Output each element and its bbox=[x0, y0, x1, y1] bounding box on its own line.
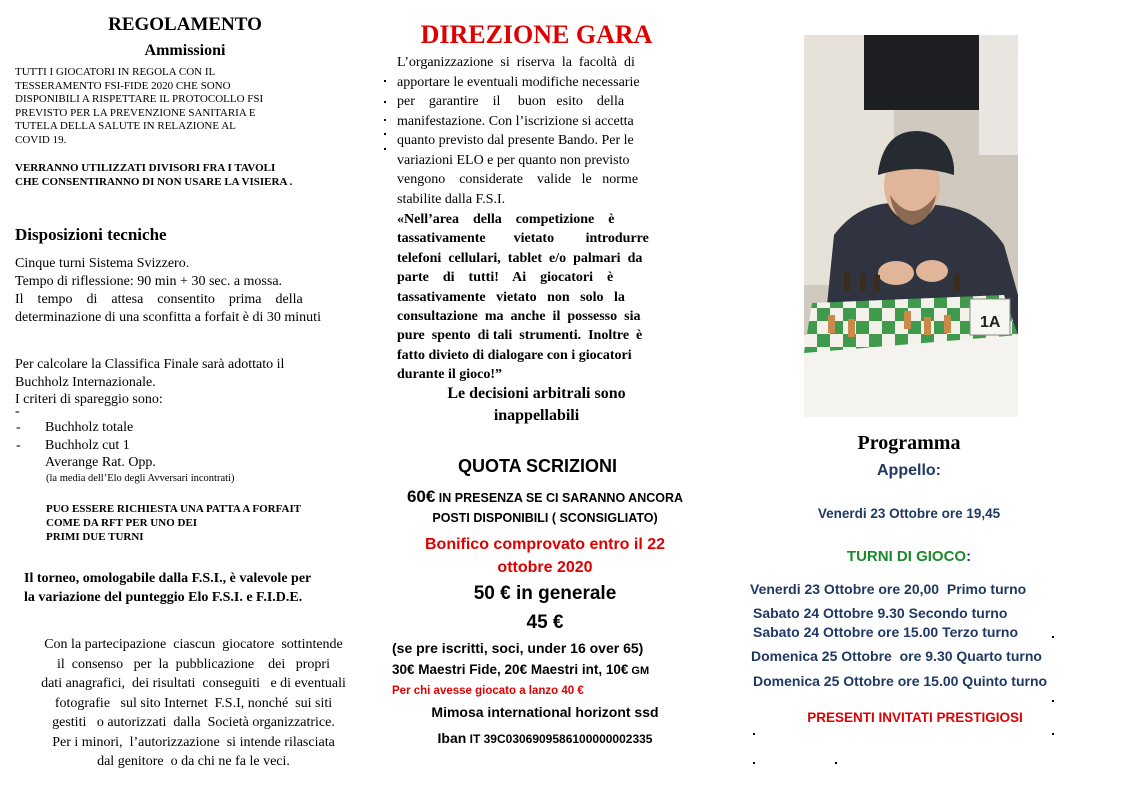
price-45: 45 € bbox=[526, 612, 564, 633]
quota-title: QUOTA SCRIZIONI bbox=[458, 456, 617, 476]
decision-line: Le decisioni arbitrali sono bbox=[447, 385, 626, 402]
org-line: stabilite dalla F.S.I. bbox=[397, 191, 506, 207]
bullet-dot bbox=[1052, 636, 1054, 638]
divisori-line: CHE CONSENTIRANNO DI NON USARE LA VISIERA . bbox=[15, 176, 293, 188]
org-line: apportare le eventuali modifiche necessarie bbox=[397, 74, 640, 90]
bullet-dot bbox=[384, 80, 386, 82]
ammissioni-subtitle: Ammissioni bbox=[144, 42, 226, 59]
bullet-dot bbox=[1052, 733, 1054, 735]
turno-item: Sabato 24 Ottobre ore 15.00 Terzo turno bbox=[753, 624, 1019, 640]
org-line: quanto previsto dal presente Bando. Per le bbox=[397, 133, 634, 148]
quota-60-amount: 60€ bbox=[406, 487, 436, 506]
buchholz-line: Per calcolare la Classifica Finale sarà adottato il bbox=[15, 357, 285, 372]
turno-item: Domenica 25 Ottobre ore 9.30 Quarto turno bbox=[751, 648, 1042, 664]
regolamento-title: REGOLAMENTO bbox=[108, 14, 262, 35]
turni-list bbox=[750, 577, 1110, 625]
appello-title: Appello: bbox=[877, 462, 941, 479]
org-line: per garantire il buon esito della bbox=[397, 94, 625, 109]
turni-title-line bbox=[790, 548, 1028, 565]
direzione-title: DIREZIONE GARA bbox=[420, 20, 653, 49]
rule-line: parte di tutti! Ai giocatori è bbox=[397, 270, 614, 286]
divisori-text bbox=[15, 161, 355, 189]
tech-line: Cinque turni Sistema Svizzero. bbox=[15, 256, 190, 271]
criteria-note: (la media dell’Elo degli Avversari incontrati) bbox=[46, 473, 235, 484]
admission-text bbox=[15, 66, 355, 148]
rule-line: pure spento di tali strumenti. Inoltre è bbox=[397, 328, 643, 344]
quota-60-line bbox=[380, 487, 710, 507]
chess-player-photo bbox=[804, 35, 1018, 417]
rule-line: telefoni cellulari, tablet e/o palmari da bbox=[397, 250, 643, 266]
lanzo-line: Per chi avesse giocato a lanzo 40 € bbox=[392, 685, 584, 697]
privacy-text bbox=[16, 635, 371, 772]
divisori-line: VERRANNO UTILIZZATI DIVISORI FRA I TAVOLI bbox=[15, 162, 276, 174]
org-text bbox=[397, 53, 679, 209]
decision-line: inappellabili bbox=[493, 407, 580, 424]
org-line: manifestazione. Con l’iscrizione si accetta bbox=[397, 113, 634, 129]
privacy-line: gestiti o autorizzati dalla Società organizzatrice. bbox=[52, 715, 335, 730]
admission-line: TUTELA DELLA SALUTE IN RELAZIONE AL bbox=[15, 120, 236, 133]
dash-marker: - bbox=[15, 404, 20, 419]
iban-value: IT 39C0306909586100000002335 bbox=[466, 732, 653, 746]
rule-line: tassativamente vietato non solo la bbox=[397, 289, 625, 305]
admission-line: DISPONIBILI A RISPETTARE IL PROTOCOLLO FSI bbox=[15, 93, 264, 106]
iban-label: Iban bbox=[437, 730, 467, 746]
turno-item: Domenica 25 Ottobre ore 15.00 Quinto turno bbox=[753, 673, 1048, 689]
privacy-line: dal genitore o da chi ne fa le veci. bbox=[97, 754, 290, 769]
rule-line: durante il gioco!” bbox=[397, 367, 502, 383]
decision-text bbox=[395, 383, 678, 427]
omologabile-line: Il torneo, omologabile dalla F.S.I., è valevole per bbox=[24, 571, 312, 586]
appello-date: Venerdi 23 Ottobre ore 19,45 bbox=[817, 506, 1001, 521]
privacy-line: Per i minori, l’autorizzazione si intende rilasciata bbox=[52, 734, 335, 750]
criteria-item bbox=[16, 437, 356, 455]
iban-line bbox=[380, 730, 710, 746]
rule-line: tassativamente vietato introdurre bbox=[397, 231, 649, 247]
tech-line: Il tempo di attesa consentito prima della bbox=[15, 292, 303, 307]
maestri-line bbox=[392, 662, 732, 677]
turno-item: Sabato 24 Ottobre 9.30 Secondo turno bbox=[753, 605, 1008, 621]
patta-line: COME DA RFT PER UNO DEI bbox=[46, 517, 198, 529]
bonifico-line: ottobre 2020 bbox=[497, 559, 593, 576]
bullet-dot bbox=[835, 762, 837, 764]
bullet-dot bbox=[1052, 700, 1054, 702]
criteria-label: Buchholz totale bbox=[45, 420, 134, 435]
admission-line: PREVISTO PER LA PREVENZIONE SANITARIA E bbox=[15, 106, 256, 119]
criteria-item bbox=[16, 454, 356, 472]
bullet-dot bbox=[753, 733, 755, 735]
price-generale: 50 € in generale bbox=[473, 583, 617, 604]
criteria-label: Averange Rat. Opp. bbox=[45, 455, 156, 470]
privacy-line: il consenso per la pubblicazione dei propri bbox=[57, 656, 330, 672]
omologabile-line: la variazione del punteggio Elo F.S.I. e F.I.D.E. bbox=[24, 590, 303, 605]
admission-line: TUTTI I GIOCATORI IN REGOLA CON IL bbox=[15, 66, 216, 78]
board-label: 1A bbox=[980, 314, 1001, 331]
rule-line: consultazione ma anche il possesso sia bbox=[397, 309, 641, 325]
bullet-dot bbox=[384, 133, 386, 135]
tech-line: determinazione di una sconfitta a forfait è di 30 minuti bbox=[15, 310, 321, 325]
programma-title: Programma bbox=[857, 432, 961, 454]
org-line: variazioni ELO e per quanto non previsto bbox=[397, 152, 630, 168]
invitati-text: PRESENTI INVITATI PRESTIGIOSI bbox=[807, 710, 1023, 725]
rule-line: «Nell’area della competizione è bbox=[397, 212, 615, 227]
org-line: vengono considerate valide le norme bbox=[397, 172, 639, 187]
criteria-label: Buchholz cut 1 bbox=[45, 437, 130, 453]
criteria-list bbox=[16, 419, 356, 472]
bullet-dot bbox=[753, 762, 755, 764]
privacy-line: fotografie sul sito Internet F.S.I, nonché sui siti bbox=[54, 695, 333, 711]
maestri-gm: GM bbox=[628, 665, 650, 677]
bonifico-text bbox=[380, 533, 710, 579]
patta-line: PUO ESSERE RICHIESTA UNA PATTA A FORFAIT bbox=[46, 503, 302, 515]
patta-text bbox=[46, 502, 366, 544]
turno-item: Venerdi 23 Ottobre ore 20,00 Primo turno bbox=[750, 581, 1027, 597]
tech-text bbox=[15, 255, 370, 327]
omologabile-text bbox=[24, 569, 369, 607]
bonifico-line: Bonifico comprovato entro il 22 bbox=[424, 536, 666, 553]
quota-60-line2: POSTI DISPONIBILI ( SCONSIGLIATO) bbox=[432, 511, 658, 525]
bullet-dot bbox=[384, 119, 386, 121]
rule-line: fatto divieto di dialogare con i giocatori bbox=[397, 347, 632, 363]
turni-title: TURNI DI GIOCO bbox=[846, 548, 967, 565]
privacy-line: dati anagrafici, dei risultati conseguiti e di eventuali bbox=[41, 676, 346, 691]
tech-title: Disposizioni tecniche bbox=[15, 225, 167, 244]
patta-line: PRIMI DUE TURNI bbox=[46, 531, 144, 543]
bullet-dot bbox=[384, 101, 386, 103]
buchholz-text bbox=[15, 356, 370, 409]
rule-text bbox=[397, 210, 679, 385]
privacy-line: Con la partecipazione ciascun giocatore sottintende bbox=[44, 637, 343, 652]
ssd-line: Mimosa international horizont ssd bbox=[431, 704, 659, 720]
buchholz-line: Buchholz Internazionale. bbox=[15, 374, 156, 390]
admission-line: TESSERAMENTO FSI-FIDE 2020 CHE SONO bbox=[15, 79, 231, 92]
org-line: L’organizzazione si riserva la facoltà di bbox=[397, 55, 635, 70]
criteria-item bbox=[16, 419, 356, 437]
bullet-dot bbox=[384, 148, 386, 150]
buchholz-line: I criteri di spareggio sono: bbox=[15, 392, 163, 407]
admission-line: COVID 19. bbox=[15, 133, 67, 146]
price-condition: (se pre iscritti, soci, under 16 over 65) bbox=[392, 640, 644, 656]
maestri-text: 30€ Maestri Fide, 20€ Maestri int, 10€ bbox=[392, 662, 629, 677]
tech-line: Tempo di riflessione: 90 min + 30 sec. a mossa. bbox=[15, 274, 283, 289]
turni-colon: : bbox=[966, 548, 972, 565]
quota-60-text: IN PRESENZA SE CI SARANNO ANCORA bbox=[435, 491, 684, 505]
